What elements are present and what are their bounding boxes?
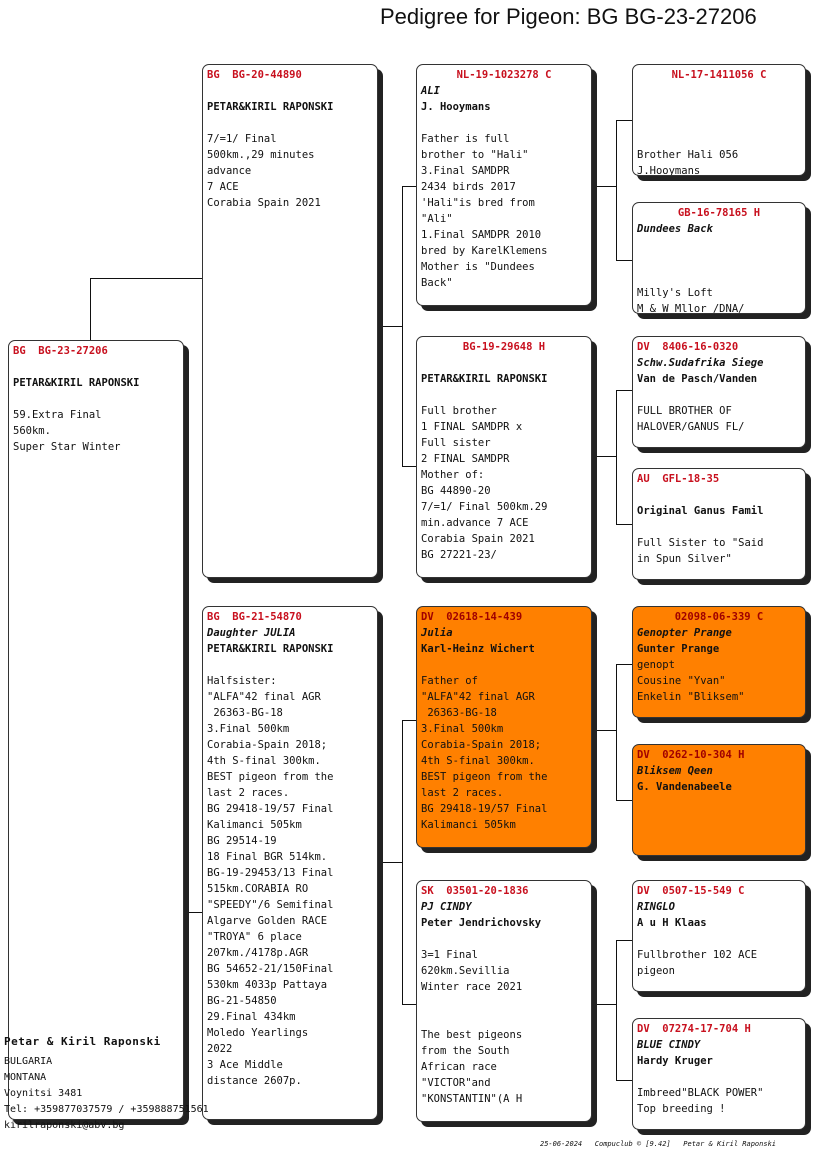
breeder-name: [637, 99, 801, 115]
maternal-grandfather-card[interactable]: [416, 606, 592, 848]
info-line: Full sister: [421, 437, 491, 449]
info-line: Algarve Golden RACE: [207, 915, 328, 927]
pigeon-name: RINGLO: [637, 901, 675, 913]
pigeon-name: PJ CINDY: [421, 901, 472, 913]
info-line: 29.Final 434km: [207, 1011, 296, 1023]
info-line: [637, 1069, 801, 1085]
info-line: Fullbrother 102 ACE: [637, 949, 758, 961]
info-line: Mother of:: [421, 469, 485, 481]
breeder-name: Original Ganus Famil: [637, 505, 764, 517]
info-line: bred by KarelKlemens: [421, 245, 548, 257]
info-line: [13, 391, 179, 407]
pigeon-name: Schw.Sudafrika Siege: [637, 357, 764, 369]
ring-number: AU GFL-18-35: [637, 473, 720, 485]
info-line: [637, 115, 801, 131]
info-line: [637, 253, 801, 269]
ring-number: BG BG-23-27206: [13, 345, 108, 357]
info-line: 1 FINAL SAMDPR x: [421, 421, 523, 433]
info-line: 7/=1/ Final: [207, 133, 277, 145]
info-line: "SPEEDY"/6 Semifinal: [207, 899, 334, 911]
info-line: "Ali": [421, 213, 453, 225]
info-line: Kalimanci 505km: [421, 819, 516, 831]
info-line: BG-21-54850: [207, 995, 277, 1007]
info-line: 3.Final SAMDPR: [421, 165, 510, 177]
owner-line: BULGARIA: [4, 1056, 53, 1067]
info-line: 515km.CORABIA RO: [207, 883, 309, 895]
father-card[interactable]: [202, 64, 378, 578]
info-line: 2434 birds 2017: [421, 181, 516, 193]
footer-credit: 25-06-2024 Compuclub © [9.42] Petar & Kiril Raponski: [540, 1140, 777, 1148]
breeder-name: Karl-Heinz Wichert: [421, 643, 535, 655]
info-line: 7/=1/ Final 500km.29: [421, 501, 548, 513]
info-line: Imbreed"BLACK POWER": [637, 1087, 764, 1099]
pigeon-name: Genopter Prange: [637, 627, 732, 639]
info-line: Corabia Spain 2021: [207, 197, 321, 209]
breeder-name: Hardy Kruger: [637, 1055, 713, 1067]
info-line: Father is full: [421, 133, 510, 145]
info-line: advance: [207, 165, 252, 177]
info-line: Cousine "Yvan": [637, 675, 726, 687]
page-title: Pedigree for Pigeon: BG BG-23-27206: [380, 4, 757, 29]
info-line: Brother Hali 056: [637, 149, 739, 161]
ring-number: DV 0507-15-549 C: [637, 885, 745, 897]
info-line: 7 ACE: [207, 181, 239, 193]
ring-number: BG BG-20-44890: [207, 69, 302, 81]
info-line: 2022: [207, 1043, 233, 1055]
info-line: [637, 131, 801, 147]
info-line: 530km 4033p Pattaya: [207, 979, 328, 991]
pigeon-name: Julia: [421, 627, 453, 639]
pigeon-name: [13, 359, 179, 375]
info-line: BEST pigeon from the: [421, 771, 548, 783]
info-line: 4th S-final 300km.: [207, 755, 321, 767]
info-line: [637, 931, 801, 947]
info-line: Halfsister:: [207, 675, 277, 687]
subject-pigeon-card[interactable]: [8, 340, 184, 1120]
info-line: Full brother: [421, 405, 497, 417]
pigeon-name: [637, 487, 801, 503]
breeder-name: PETAR&KIRIL RAPONSKI: [207, 643, 334, 655]
ring-number: GB-16-78165 H: [677, 207, 761, 219]
info-line: genopt: [637, 659, 675, 671]
ring-number: DV 8406-16-0320: [637, 341, 739, 353]
info-line: Kalimanci 505km: [207, 819, 302, 831]
breeder-name: PETAR&KIRIL RAPONSKI: [421, 373, 548, 385]
info-line: Milly's Loft: [637, 287, 713, 299]
breeder-name: PETAR&KIRIL RAPONSKI: [207, 101, 334, 113]
info-line: Corabia-Spain 2018;: [421, 739, 542, 751]
breeder-name: PETAR&KIRIL RAPONSKI: [13, 377, 140, 389]
owner-info: [4, 1034, 209, 1134]
info-line: J.Hooymans: [637, 165, 701, 176]
paternal-grandfather-card[interactable]: [416, 64, 592, 306]
great-grandparent-card-fmm[interactable]: [632, 468, 806, 580]
owner-name: Petar & Kiril Raponski: [4, 1035, 161, 1048]
info-line: 3 Ace Middle: [207, 1059, 283, 1071]
info-line: [421, 387, 587, 403]
breeder-name: Gunter Prange: [637, 643, 720, 655]
info-line: "ALFA"42 final AGR: [207, 691, 321, 703]
info-line: 500km.,29 minutes: [207, 149, 315, 161]
ring-number: NL-17-1411056 C: [671, 69, 767, 81]
ring-number: SK 03501-20-1836: [421, 885, 529, 897]
info-line: Full Sister to "Said: [637, 537, 764, 549]
breeder-name: [637, 237, 801, 253]
info-line: min.advance 7 ACE: [421, 517, 529, 529]
info-line: from the South: [421, 1045, 510, 1057]
great-grandparent-card-fff[interactable]: [632, 64, 806, 176]
pigeon-name: BLUE CINDY: [637, 1039, 701, 1051]
info-line: 26363-BG-18: [207, 707, 283, 719]
info-line: 3=1 Final: [421, 949, 478, 961]
owner-phone: Tel: +359877037579 / +359888751561: [4, 1104, 209, 1115]
info-line: 18 Final BGR 514km.: [207, 851, 328, 863]
info-line: last 2 races.: [421, 787, 504, 799]
info-line: 'Hali"is bred from: [421, 197, 535, 209]
info-line: [637, 269, 801, 285]
info-line: 26363-BG-18: [421, 707, 497, 719]
info-line: [421, 1011, 587, 1027]
info-line: Mother is "Dundees: [421, 261, 535, 273]
ring-number: 02098-06-339 C: [674, 611, 764, 623]
pigeon-name: Daughter JULIA: [207, 627, 296, 639]
great-grandparent-card-mmm[interactable]: [632, 1018, 806, 1130]
mother-card[interactable]: [202, 606, 378, 1120]
info-line: FULL BROTHER OF: [637, 405, 732, 417]
maternal-grandmother-card[interactable]: [416, 880, 592, 1122]
info-line: [421, 931, 587, 947]
info-line: BG 27221-23/: [421, 549, 497, 561]
info-line: [637, 519, 801, 535]
ring-number: DV 07274-17-704 H: [637, 1023, 751, 1035]
info-line: BG 54652-21/150Final: [207, 963, 334, 975]
info-line: 1.Final SAMDPR 2010: [421, 229, 542, 241]
info-line: 620km.Sevillia: [421, 965, 510, 977]
info-line: 3.Final 500km: [421, 723, 504, 735]
info-line: [421, 995, 587, 1011]
ring-number: BG BG-21-54870: [207, 611, 302, 623]
info-line: Corabia-Spain 2018;: [207, 739, 328, 751]
info-line: 4th S-final 300km.: [421, 755, 535, 767]
great-grandparent-card-mmf[interactable]: [632, 880, 806, 992]
info-line: BG 29418-19/57 Final: [421, 803, 548, 815]
info-line: Corabia Spain 2021: [421, 533, 535, 545]
ring-number: BG-19-29648 H: [462, 341, 546, 353]
info-line: [421, 115, 587, 131]
paternal-grandmother-card[interactable]: [416, 336, 592, 578]
ring-number: DV 0262-10-304 H: [637, 749, 745, 761]
pigeon-name: ALI: [421, 85, 440, 97]
breeder-name: A u H Klaas: [637, 917, 707, 929]
info-line: BEST pigeon from the: [207, 771, 334, 783]
info-line: "TROYA" 6 place: [207, 931, 302, 943]
great-grandparent-card-fmf[interactable]: [632, 336, 806, 448]
info-line: BG-19-29453/13 Final: [207, 867, 334, 879]
great-grandparent-card-mff[interactable]: [632, 606, 806, 718]
info-line: [207, 115, 373, 131]
info-line: Back": [421, 277, 453, 289]
info-line: pigeon: [637, 965, 675, 977]
breeder-name: J. Hooymans: [421, 101, 491, 113]
great-grandparent-card-ffm[interactable]: [632, 202, 806, 314]
info-line: 207km./4178p.AGR: [207, 947, 309, 959]
info-line: [207, 657, 373, 673]
info-line: in Spun Silver": [637, 553, 732, 565]
info-line: The best pigeons: [421, 1029, 523, 1041]
info-line: distance 2607p.: [207, 1075, 302, 1087]
info-line: [637, 387, 801, 403]
info-line: "ALFA"42 final AGR: [421, 691, 535, 703]
info-line: 2 FINAL SAMDPR: [421, 453, 510, 465]
info-line: African race: [421, 1061, 497, 1073]
info-line: Top breeding !: [637, 1103, 726, 1115]
owner-email: kirilraponski@abv.bg: [4, 1120, 125, 1131]
great-grandparent-card-mfm[interactable]: [632, 744, 806, 856]
info-line: Enkelin "Bliksem": [637, 691, 745, 703]
info-line: M & W Mllor /DNA/: [637, 303, 745, 314]
pigeon-name: [421, 355, 587, 371]
info-line: [421, 657, 587, 673]
info-line: Winter race 2021: [421, 981, 523, 993]
info-line: BG 44890-20: [421, 485, 491, 497]
info-line: Super Star Winter: [13, 441, 121, 453]
pigeon-name: [637, 83, 801, 99]
pigeon-name: [207, 83, 373, 99]
ring-number: DV 02618-14-439: [421, 611, 523, 623]
pigeon-name: Dundees Back: [637, 223, 713, 235]
pigeon-name: Bliksem Qeen: [637, 765, 713, 777]
breeder-name: G. Vandenabeele: [637, 781, 732, 793]
info-line: brother to "Hali": [421, 149, 529, 161]
info-line: 560km.: [13, 425, 51, 437]
breeder-name: Peter Jendrichovsky: [421, 917, 542, 929]
info-line: "KONSTANTIN"(A H: [421, 1093, 523, 1105]
owner-line: MONTANA: [4, 1072, 47, 1083]
info-line: 3.Final 500km: [207, 723, 290, 735]
owner-line: Voynitsi 3481: [4, 1088, 83, 1099]
info-line: BG 29418-19/57 Final: [207, 803, 334, 815]
breeder-name: Van de Pasch/Vanden: [637, 373, 758, 385]
info-line: last 2 races.: [207, 787, 290, 799]
info-line: "VICTOR"and: [421, 1077, 491, 1089]
info-line: BG 29514-19: [207, 835, 277, 847]
info-line: Moledo Yearlings: [207, 1027, 309, 1039]
info-line: Father of: [421, 675, 478, 687]
info-line: 59.Extra Final: [13, 409, 102, 421]
info-line: HALOVER/GANUS FL/: [637, 421, 745, 433]
ring-number: NL-19-1023278 C: [456, 69, 552, 81]
